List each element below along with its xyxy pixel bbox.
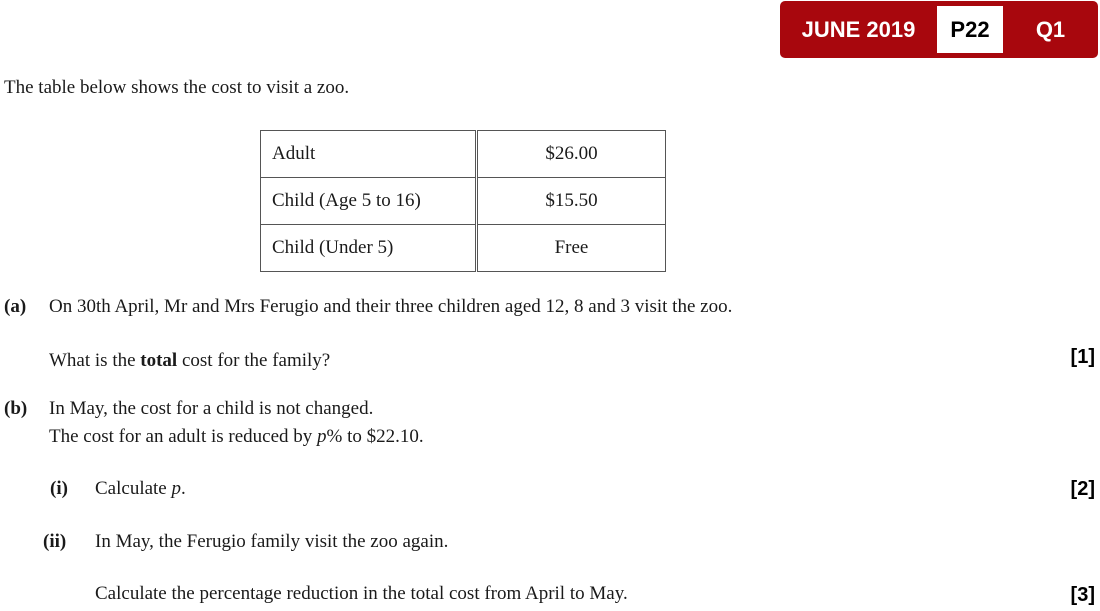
part-b-line2 <box>49 426 424 448</box>
part-b-label: (b) <box>4 398 28 419</box>
part-b-i-text-start: Calculate <box>95 478 172 499</box>
table-cell-category: Child (Under 5) <box>261 225 477 272</box>
part-b-i-text-end: . <box>181 478 186 499</box>
table-cell-category: Adult <box>261 131 477 178</box>
table-cell-price: $15.50 <box>477 178 666 225</box>
part-b-i-label: (i) <box>50 478 68 499</box>
part-a-question-emphasis: total <box>140 350 178 371</box>
part-a-marks: [1] <box>1070 346 1095 368</box>
zoo-price-table <box>260 130 666 272</box>
part-b-ii-question: Calculate the percentage reduction in the total cost from April to May. <box>95 583 628 604</box>
part-a-question-start: What is the <box>49 350 141 371</box>
part-b-ii-marks: [3] <box>1070 584 1095 606</box>
part-b-line1: In May, the cost for a child is not changed. <box>49 398 374 419</box>
intro-text: The table below shows the cost to visit a zoo. <box>4 77 350 98</box>
part-b-line2-start: The cost for an adult is reduced by <box>49 426 318 447</box>
table-cell-price: $26.00 <box>477 131 666 178</box>
paper-number-label: P22 <box>937 6 1003 53</box>
part-a-label: (a) <box>4 296 27 317</box>
part-b-i-marks: [2] <box>1070 478 1095 500</box>
table-row <box>261 178 666 225</box>
exam-session-label: JUNE 2019 <box>801 16 916 42</box>
part-b-ii-text: In May, the Ferugio family visit the zoo again. <box>95 531 449 552</box>
part-b-ii-label: (ii) <box>43 531 67 552</box>
exam-reference-badge <box>780 1 1098 58</box>
question-number-label: Q1 <box>1035 16 1066 42</box>
table-cell-category: Child (Age 5 to 16) <box>261 178 477 225</box>
part-a-question <box>49 350 330 372</box>
variable-p: p <box>317 426 327 447</box>
part-a-question-end: cost for the family? <box>177 350 331 371</box>
variable-p: p <box>171 478 181 499</box>
part-a-text: On 30th April, Mr and Mrs Ferugio and their three children aged 12, 8 and 3 visit the zoo. <box>49 296 733 317</box>
table-row <box>261 225 666 272</box>
table-row <box>261 131 666 178</box>
part-b-i-text <box>95 478 186 500</box>
table-cell-price: Free <box>477 225 666 272</box>
part-b-line2-end: % to $22.10. <box>326 426 424 447</box>
